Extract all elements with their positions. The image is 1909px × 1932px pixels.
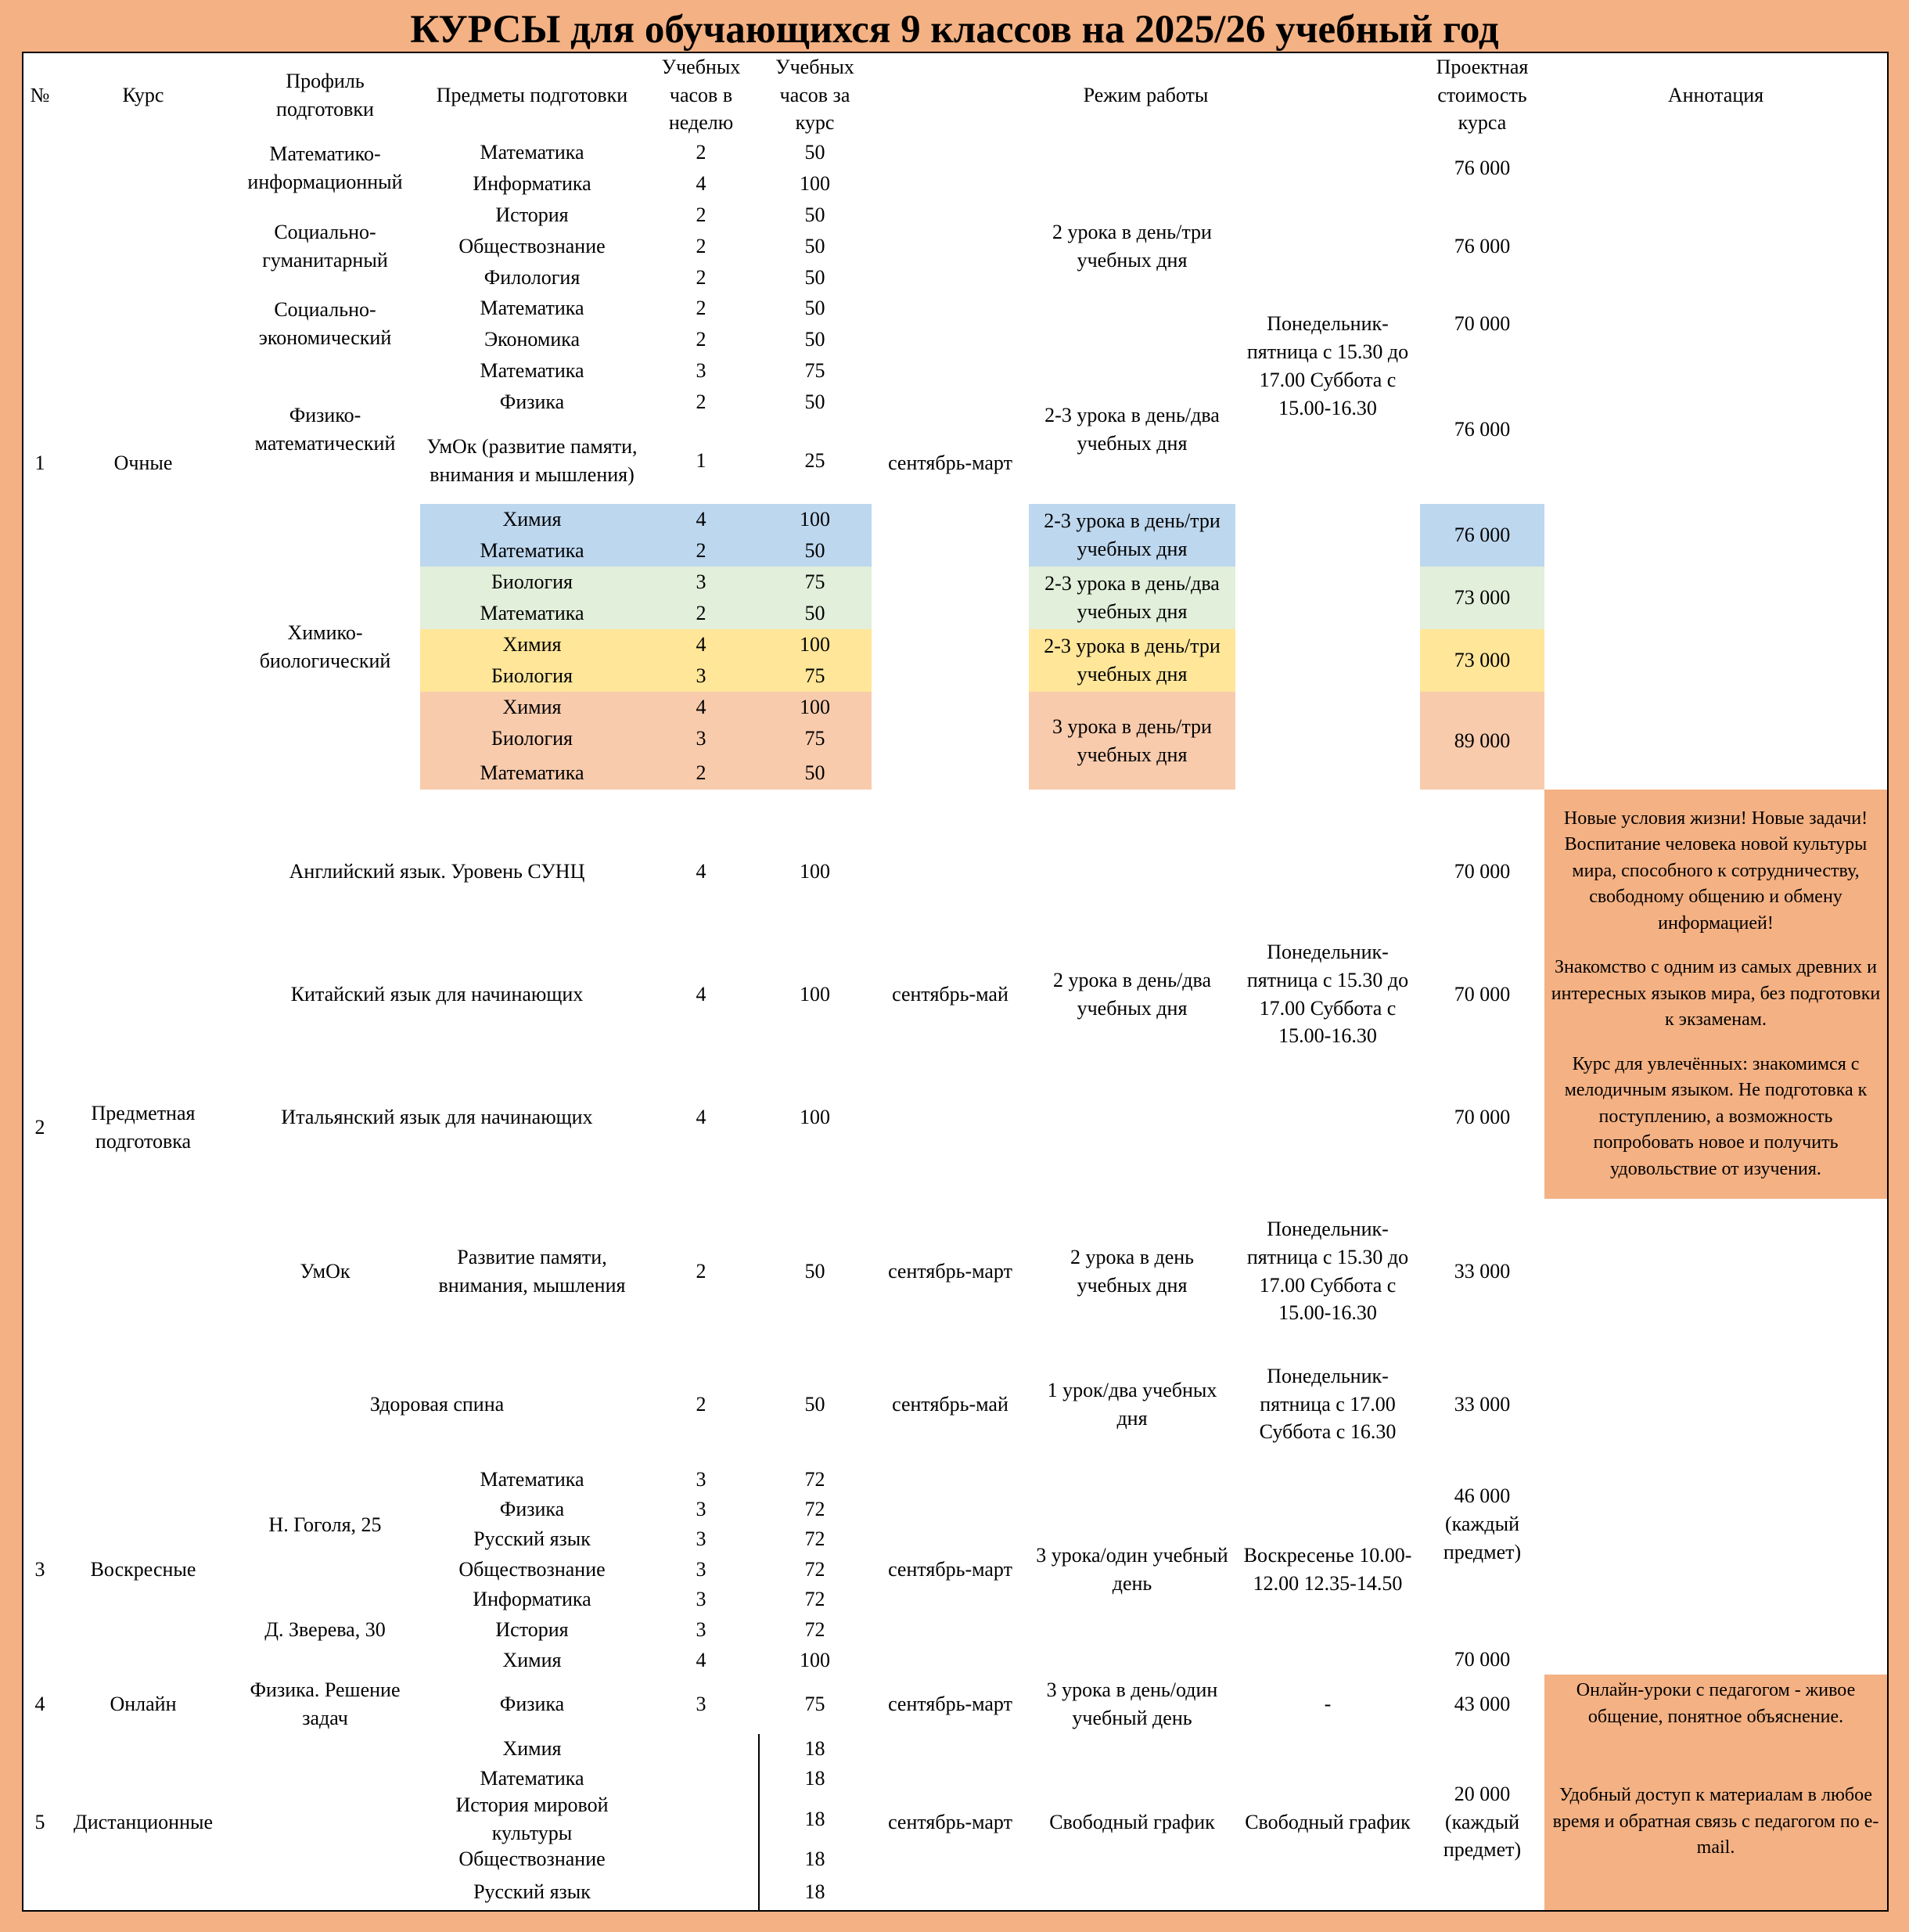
hours-course-cell: 75 bbox=[758, 660, 873, 693]
hours-week-cell: 4 bbox=[644, 629, 760, 662]
period-cell: сентябрь-март bbox=[872, 137, 1030, 791]
hours-week-cell: 2 bbox=[644, 1199, 760, 1345]
cost-cell: 89 000 bbox=[1420, 692, 1546, 791]
subject-cell: Физика bbox=[420, 1495, 645, 1526]
annotation-cell: Удобный доступ к материалам в любое время и обратная связь с педагогом по e-mail. bbox=[1544, 1734, 1889, 1912]
hours-week-cell: 2 bbox=[644, 200, 760, 232]
period-cell: сентябрь-март bbox=[872, 1734, 1030, 1912]
period-cell: сентябрь-май bbox=[872, 790, 1030, 1200]
hours-course-cell: 100 bbox=[758, 1035, 873, 1200]
profile-cell: Химико-биологический bbox=[230, 504, 422, 791]
annotation-cell bbox=[1544, 293, 1889, 357]
header-course: Курс bbox=[56, 52, 232, 139]
hours-course-cell: 50 bbox=[758, 231, 873, 264]
hours-course-cell: 100 bbox=[758, 168, 873, 201]
language-course: Английский язык. Уровень СУНЦ bbox=[230, 790, 645, 955]
hours-week-cell: 2 bbox=[644, 324, 760, 357]
annotation-cell bbox=[1544, 1465, 1889, 1586]
hours-course-cell: 18 bbox=[758, 1734, 873, 1765]
subject-cell: Здоровая спина bbox=[230, 1344, 645, 1466]
section-number: 4 bbox=[22, 1675, 58, 1736]
mode-cell: 2 урока в день/два учебных дня bbox=[1029, 790, 1237, 1200]
annotation-cell bbox=[1544, 1645, 1889, 1676]
annotation-cell bbox=[1544, 504, 1889, 568]
cost-cell: 76 000 bbox=[1420, 200, 1546, 294]
subject-cell: Химия bbox=[420, 692, 645, 725]
annotation-cell bbox=[1544, 1614, 1889, 1646]
hours-course-cell: 18 bbox=[758, 1844, 873, 1876]
hours-week-cell: 3 bbox=[644, 1614, 760, 1646]
mode-cell: 3 урока/один учебный день bbox=[1029, 1465, 1237, 1676]
hours-week-cell: 4 bbox=[644, 790, 760, 955]
course-name: Предметная подготовка bbox=[56, 790, 232, 1466]
hours-week-cell: 2 bbox=[644, 231, 760, 264]
annotation-cell bbox=[1544, 1344, 1889, 1466]
subject-cell: Математика bbox=[420, 1465, 645, 1496]
page-title: КУРСЫ для обучающихся 9 классов на 2025/26 учебный год bbox=[410, 8, 1499, 52]
cost-cell: 73 000 bbox=[1420, 567, 1546, 631]
profile-cell: Физика. Решение задач bbox=[230, 1675, 422, 1736]
subject-cell: История bbox=[420, 1614, 645, 1646]
hours-course-cell: 50 bbox=[758, 262, 873, 294]
days-cell: Воскресенье 10.00-12.00 12.35-14.50 bbox=[1235, 1465, 1422, 1676]
days-cell: - bbox=[1235, 1675, 1422, 1736]
hours-week-cell: 2 bbox=[644, 262, 760, 294]
subject-cell: Математика bbox=[420, 293, 645, 326]
hours-week-cell: 4 bbox=[644, 953, 760, 1037]
subject-cell: Математика bbox=[420, 535, 645, 568]
subject-cell: Физика bbox=[420, 1675, 645, 1736]
mode-cell: 2-3 урока в день/три учебных дня bbox=[1029, 629, 1237, 693]
language-course: Итальянский язык для начинающих bbox=[230, 1035, 645, 1200]
hours-week-cell: 2 bbox=[644, 598, 760, 631]
subject-cell: Развитие памяти, внимания, мышления bbox=[420, 1199, 645, 1345]
course-name: Дистанционные bbox=[56, 1734, 232, 1912]
hours-week-cell: 4 bbox=[644, 168, 760, 201]
hours-week-cell: 3 bbox=[644, 1465, 760, 1496]
subject-cell: Русский язык bbox=[420, 1524, 645, 1556]
subject-cell: Биология bbox=[420, 567, 645, 599]
hours-week-cell: 4 bbox=[644, 504, 760, 537]
annotation-cell bbox=[1544, 200, 1889, 294]
subject-cell: Информатика bbox=[420, 168, 645, 201]
hours-course-cell: 72 bbox=[758, 1465, 873, 1496]
course-name: Воскресные bbox=[56, 1465, 232, 1676]
days-cell: Понедельник-пятница с 15.30 до 17.00 Суббота с 15.00-16.30 bbox=[1235, 790, 1422, 1200]
hours-week-cell: 2 bbox=[644, 387, 760, 419]
hours-course-cell: 50 bbox=[758, 1344, 873, 1466]
cost-cell: 43 000 bbox=[1420, 1675, 1546, 1736]
hours-course-cell: 50 bbox=[758, 387, 873, 419]
subject-cell: Химия bbox=[420, 1734, 645, 1765]
hours-week-cell: 3 bbox=[644, 567, 760, 599]
hours-week-cell: 2 bbox=[644, 535, 760, 568]
hours-week-cell: 3 bbox=[644, 723, 760, 756]
hours-week-cell: 2 bbox=[644, 293, 760, 326]
cost-cell: 76 000 bbox=[1420, 137, 1546, 201]
hours-week-cell bbox=[644, 1734, 760, 1912]
hours-course-cell: 72 bbox=[758, 1554, 873, 1586]
hours-course-cell: 100 bbox=[758, 953, 873, 1037]
subject-cell: УмОк (развитие памяти, внимания и мышления) bbox=[420, 418, 645, 505]
hours-course-cell: 75 bbox=[758, 1675, 873, 1736]
location-cell: Н. Гоголя, 25 bbox=[230, 1465, 422, 1586]
subject-cell: Обществознание bbox=[420, 231, 645, 264]
subject-cell: Математика bbox=[420, 754, 645, 793]
hours-course-cell: 75 bbox=[758, 355, 873, 388]
hours-course-cell: 72 bbox=[758, 1585, 873, 1616]
mode-cell: 2-3 урока в день/два учебных дня bbox=[1029, 355, 1237, 505]
profile-cell bbox=[230, 1734, 422, 1912]
annotation-cell bbox=[1544, 629, 1889, 693]
hours-course-cell: 18 bbox=[758, 1874, 873, 1912]
annotation-cell bbox=[1544, 567, 1889, 631]
annotation-cell: Курс для увлечённых: знакомимся с мелодичным языком. Не подготовка к поступлению, а возможность попробовать новое и получить удовольствие от изучения. bbox=[1544, 1035, 1889, 1200]
hours-week-cell: 3 bbox=[644, 1554, 760, 1586]
section-number: 2 bbox=[22, 790, 58, 1466]
cost-cell: 33 000 bbox=[1420, 1199, 1546, 1345]
subject-cell: Информатика bbox=[420, 1585, 645, 1616]
course-name: Онлайн bbox=[56, 1675, 232, 1736]
subject-cell: Биология bbox=[420, 660, 645, 693]
mode-cell: 2 урока в день учебных дня bbox=[1029, 1199, 1237, 1345]
header-hours-week: Учебных часов в неделю bbox=[644, 52, 760, 139]
hours-week-cell: 4 bbox=[644, 692, 760, 725]
hours-week-cell: 4 bbox=[644, 1645, 760, 1678]
days-cell: Свободный график bbox=[1235, 1734, 1422, 1912]
subject-cell: Русский язык bbox=[420, 1874, 645, 1912]
annotation-cell bbox=[1544, 692, 1889, 791]
subject-cell: Физика bbox=[420, 387, 645, 419]
cost-cell: 76 000 bbox=[1420, 355, 1546, 505]
subject-cell: Химия bbox=[420, 1645, 645, 1678]
hours-week-cell: 4 bbox=[644, 1035, 760, 1200]
hours-week-cell: 3 bbox=[644, 1524, 760, 1556]
mode-cell: Свободный график bbox=[1029, 1734, 1237, 1912]
hours-week-cell: 2 bbox=[644, 1344, 760, 1466]
hours-course-cell: 50 bbox=[758, 137, 873, 170]
hours-week-cell: 3 bbox=[644, 1675, 760, 1736]
header-profile: Профиль подготовки bbox=[230, 52, 422, 139]
mode-cell: 2-3 урока в день/три учебных дня bbox=[1029, 504, 1237, 568]
subject-cell: Химия bbox=[420, 504, 645, 537]
subject-cell: Математика bbox=[420, 137, 645, 170]
hours-course-cell: 50 bbox=[758, 535, 873, 568]
hours-course-cell: 50 bbox=[758, 293, 873, 326]
hours-course-cell: 18 bbox=[758, 1793, 873, 1846]
mode-cell: 1 урок/два учебных дня bbox=[1029, 1344, 1237, 1466]
header-num: № bbox=[22, 52, 58, 139]
hours-course-cell: 72 bbox=[758, 1524, 873, 1556]
cost-cell: 20 000 (каждый предмет) bbox=[1420, 1734, 1546, 1912]
profile-cell: Социально-гуманитарный bbox=[230, 200, 422, 294]
mode-cell: 3 урока в день/три учебных дня bbox=[1029, 692, 1237, 791]
period-cell: сентябрь-март bbox=[872, 1199, 1030, 1345]
header-subjects: Предметы подготовки bbox=[420, 52, 645, 139]
mode-cell: 2-3 урока в день/два учебных дня bbox=[1029, 567, 1237, 631]
subject-cell: Экономика bbox=[420, 324, 645, 357]
subject-cell: Филология bbox=[420, 262, 645, 294]
hours-week-cell: 3 bbox=[644, 1495, 760, 1526]
cost-cell: 76 000 bbox=[1420, 504, 1546, 568]
courses-table bbox=[22, 52, 1889, 1912]
period-cell: сентябрь-март bbox=[872, 1675, 1030, 1736]
cost-cell: 70 000 bbox=[1420, 790, 1546, 955]
cost-cell: 46 000 (каждый предмет) bbox=[1420, 1465, 1546, 1646]
subject-cell: Математика bbox=[420, 598, 645, 631]
cost-cell: 70 000 bbox=[1420, 953, 1546, 1037]
subject-cell: Математика bbox=[420, 355, 645, 388]
hours-course-cell: 75 bbox=[758, 723, 873, 756]
days-cell: Понедельник-пятница с 15.30 до 17.00 Суббота с 15.00-16.30 bbox=[1235, 1199, 1422, 1345]
hours-course-cell: 50 bbox=[758, 324, 873, 357]
hours-course-cell: 18 bbox=[758, 1764, 873, 1795]
location-cell: Д. Зверева, 30 bbox=[230, 1585, 422, 1676]
hours-course-cell: 75 bbox=[758, 567, 873, 599]
cost-cell: 33 000 bbox=[1420, 1344, 1546, 1466]
hours-course-cell: 100 bbox=[758, 629, 873, 662]
subject-cell: История bbox=[420, 200, 645, 232]
profile-cell: УмОк bbox=[230, 1199, 422, 1345]
annotation-cell: Знакомство с одним из самых древних и интересных языков мира, без подготовки к экзаменам. bbox=[1544, 953, 1889, 1037]
subject-cell: История мировой культуры bbox=[420, 1793, 645, 1846]
section-number: 5 bbox=[22, 1734, 58, 1912]
hours-course-cell: 100 bbox=[758, 692, 873, 725]
profile-cell: Физико-математический bbox=[230, 355, 422, 505]
subject-cell: Обществознание bbox=[420, 1844, 645, 1876]
cost-cell: 70 000 bbox=[1420, 1645, 1546, 1676]
profile-cell: Социально-экономический bbox=[230, 293, 422, 357]
hours-week-cell: 3 bbox=[644, 660, 760, 693]
profile-cell: Математико-информационный bbox=[230, 137, 422, 201]
hours-week-cell: 3 bbox=[644, 355, 760, 388]
hours-week-cell: 3 bbox=[644, 1585, 760, 1616]
mode-cell: 2 урока в день/три учебных дня bbox=[1029, 137, 1237, 357]
header-cost: Проектная стоимость курса bbox=[1420, 52, 1546, 139]
section-number: 1 bbox=[22, 137, 58, 791]
hours-course-cell: 100 bbox=[758, 790, 873, 955]
hours-course-cell: 50 bbox=[758, 1199, 873, 1345]
hours-week-cell: 1 bbox=[644, 418, 760, 505]
subject-cell: Биология bbox=[420, 723, 645, 756]
header-annotation: Аннотация bbox=[1544, 52, 1889, 139]
language-course: Китайский язык для начинающих bbox=[230, 953, 645, 1037]
hours-course-cell: 72 bbox=[758, 1614, 873, 1646]
header-hours-course: Учебных часов за курс bbox=[758, 52, 873, 139]
subject-cell: Математика bbox=[420, 1764, 645, 1795]
subject-cell: Обществознание bbox=[420, 1554, 645, 1586]
subject-cell: Химия bbox=[420, 629, 645, 662]
annotation-cell bbox=[1544, 137, 1889, 201]
hours-course-cell: 72 bbox=[758, 1495, 873, 1526]
hours-course-cell: 50 bbox=[758, 598, 873, 631]
cost-cell: 70 000 bbox=[1420, 293, 1546, 357]
period-cell: сентябрь-март bbox=[872, 1465, 1030, 1676]
annotation-cell: Онлайн-уроки с педагогом - живое общение, понятное объяснение. bbox=[1544, 1675, 1889, 1736]
annotation-cell bbox=[1544, 1199, 1889, 1345]
cost-cell: 73 000 bbox=[1420, 629, 1546, 693]
hours-course-cell: 25 bbox=[758, 418, 873, 505]
days-cell: Понедельник-пятница с 15.30 до 17.00 Суббота с 15.00-16.30 bbox=[1235, 137, 1422, 791]
hours-course-cell: 100 bbox=[758, 504, 873, 537]
days-cell: Понедельник-пятница с 17.00 Суббота с 16.30 bbox=[1235, 1344, 1422, 1466]
mode-cell: 3 урока в день/один учебный день bbox=[1029, 1675, 1237, 1736]
hours-course-cell: 50 bbox=[758, 754, 873, 793]
cost-cell: 70 000 bbox=[1420, 1035, 1546, 1200]
section-number: 3 bbox=[22, 1465, 58, 1676]
hours-course-cell: 50 bbox=[758, 200, 873, 232]
course-name: Очные bbox=[56, 137, 232, 791]
period-cell: сентябрь-май bbox=[872, 1344, 1030, 1466]
hours-week-cell: 2 bbox=[644, 754, 760, 793]
hours-course-cell: 100 bbox=[758, 1645, 873, 1678]
hours-week-cell: 2 bbox=[644, 137, 760, 170]
annotation-cell: Новые условия жизни! Новые задачи! Воспитание человека новой культуры мира, способного к сотрудничеству, свободному общению и обмену информацией! bbox=[1544, 790, 1889, 955]
header-schedule: Режим работы bbox=[872, 52, 1422, 139]
annotation-cell bbox=[1544, 1585, 1889, 1616]
annotation-cell bbox=[1544, 355, 1889, 505]
